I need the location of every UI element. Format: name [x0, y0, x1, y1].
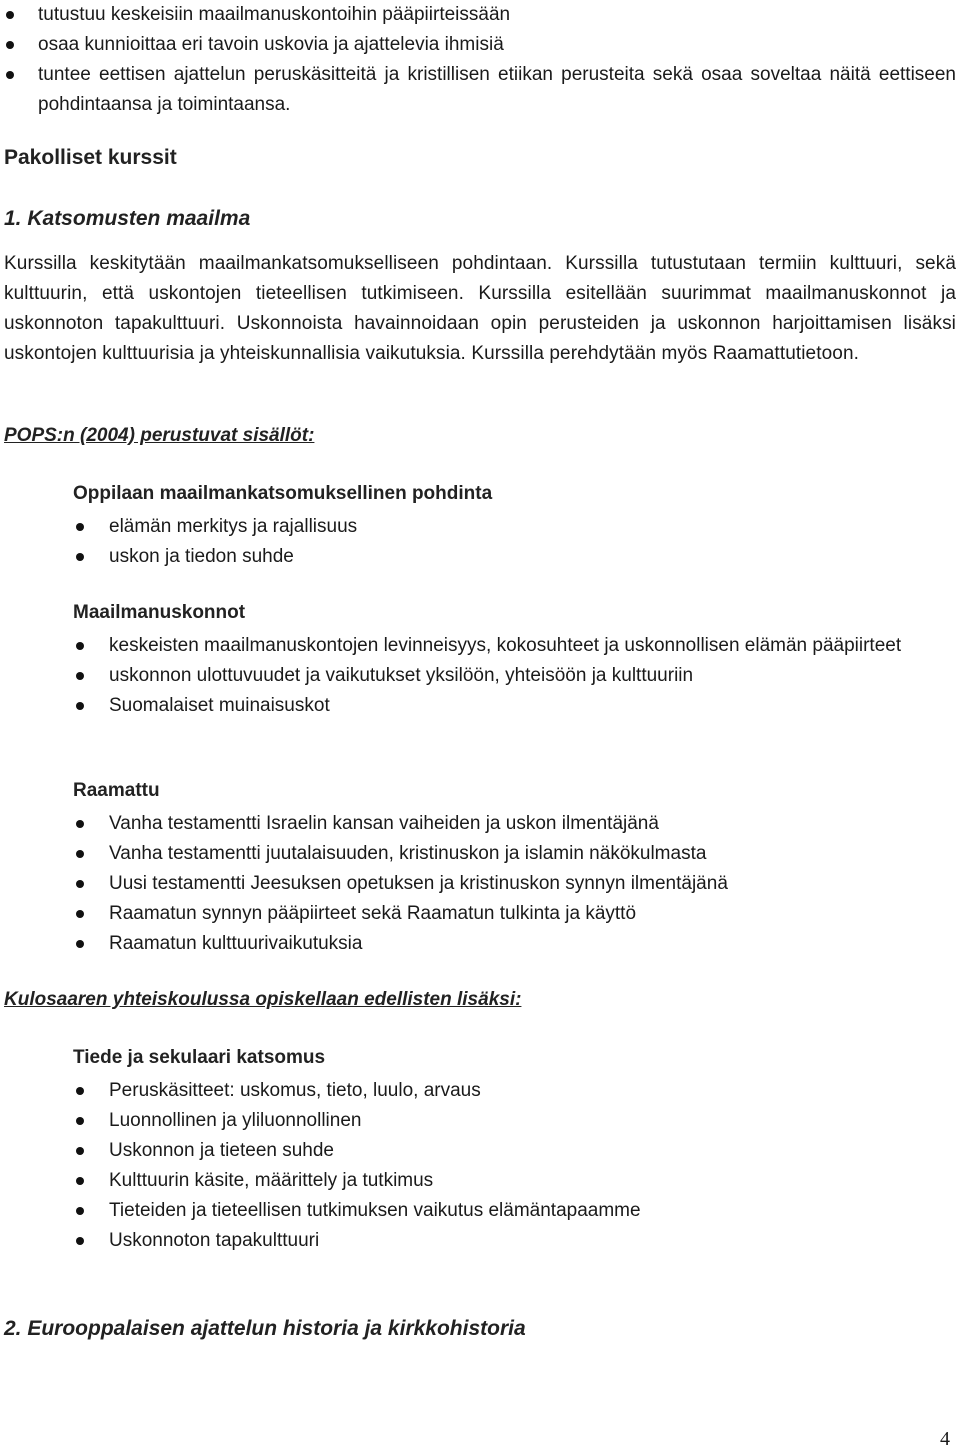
- list-item: osaa kunnioittaa eri tavoin uskovia ja ajattelevia ihmisiä: [38, 30, 956, 60]
- list-item: Raamatun kulttuurivaikutuksia: [109, 929, 957, 959]
- list-item: Kulttuurin käsite, määrittely ja tutkimus: [109, 1166, 957, 1196]
- list-item: tutustuu keskeisiin maailmanuskontoihin pääpiirteissään: [38, 0, 956, 30]
- page-number: 4: [940, 1428, 950, 1450]
- list-item: Raamatun synnyn pääpiirteet sekä Raamatun tulkinta ja käyttö: [109, 899, 957, 929]
- mandatory-courses-heading: Pakolliset kurssit: [4, 146, 177, 169]
- section-heading-tiede: Tiede ja sekulaari katsomus: [73, 1047, 326, 1068]
- section-heading-raamattu: Raamattu: [73, 780, 160, 801]
- pohdinta-list: [109, 512, 957, 572]
- maailmanuskonnot-list: [109, 631, 957, 721]
- list-item: Uskonnon ja tieteen suhde: [109, 1136, 957, 1166]
- pops-heading: POPS:n (2004) perustuvat sisällöt:: [4, 425, 315, 446]
- course-1-title: 1. Katsomusten maailma: [4, 207, 251, 230]
- section-heading-pohdinta: Oppilaan maailmankatsomuksellinen pohdinta: [73, 483, 493, 504]
- list-item: tuntee eettisen ajattelun peruskäsitteitä ja kristillisen etiikan perusteita sekä osaa soveltaa näitä eettiseen pohdintaansa ja toimintaansa.: [38, 60, 956, 120]
- list-item: keskeisten maailmanuskontojen levinneisyys, kokosuhteet ja uskonnollisen elämän pääpiirteet: [109, 631, 957, 661]
- list-item: Vanha testamentti Israelin kansan vaiheiden ja uskon ilmentäjänä: [109, 809, 957, 839]
- list-item: Suomalaiset muinaisuskot: [109, 691, 957, 721]
- list-item: elämän merkitys ja rajallisuus: [109, 512, 957, 542]
- tiede-list: [109, 1076, 957, 1256]
- raamattu-list: [109, 809, 957, 959]
- kulosaari-heading: Kulosaaren yhteiskoulussa opiskellaan edellisten lisäksi:: [4, 989, 522, 1010]
- intro-bullet-list: [38, 0, 956, 120]
- list-item: Uusi testamentti Jeesuksen opetuksen ja kristinuskon synnyn ilmentäjänä: [109, 869, 957, 899]
- list-item: uskon ja tiedon suhde: [109, 542, 957, 572]
- course-1-description: Kurssilla keskitytään maailmankatsomukselliseen pohdintaan. Kurssilla tutustutaan termiin kulttuuri, sekä kulttuurin, että uskontojen tieteellisen tutkimiseen. Kurssilla esitellään suurimmat maailmanuskonnot ja uskonnoton tapakulttuuri. Uskonnoista havainnoidaan opin perusteiden ja uskonnon harjoittamisen lisäksi uskontojen kulttuurisia ja yhteiskunnallisia vaikutuksia. Kurssilla perehdytään myös Raamattutietoon.: [4, 253, 956, 364]
- list-item: Uskonnoton tapakulttuuri: [109, 1226, 957, 1256]
- list-item: Peruskäsitteet: uskomus, tieto, luulo, arvaus: [109, 1076, 957, 1106]
- list-item: uskonnon ulottuvuudet ja vaikutukset yksilöön, yhteisöön ja kulttuuriin: [109, 661, 957, 691]
- list-item: Luonnollinen ja yliluonnollinen: [109, 1106, 957, 1136]
- course-2-title: 2. Eurooppalaisen ajattelun historia ja kirkkohistoria: [4, 1317, 526, 1340]
- list-item: Tieteiden ja tieteellisen tutkimuksen vaikutus elämäntapaamme: [109, 1196, 957, 1226]
- section-heading-maailmanuskonnot: Maailmanuskonnot: [73, 602, 246, 623]
- list-item: Vanha testamentti juutalaisuuden, kristinuskon ja islamin näkökulmasta: [109, 839, 957, 869]
